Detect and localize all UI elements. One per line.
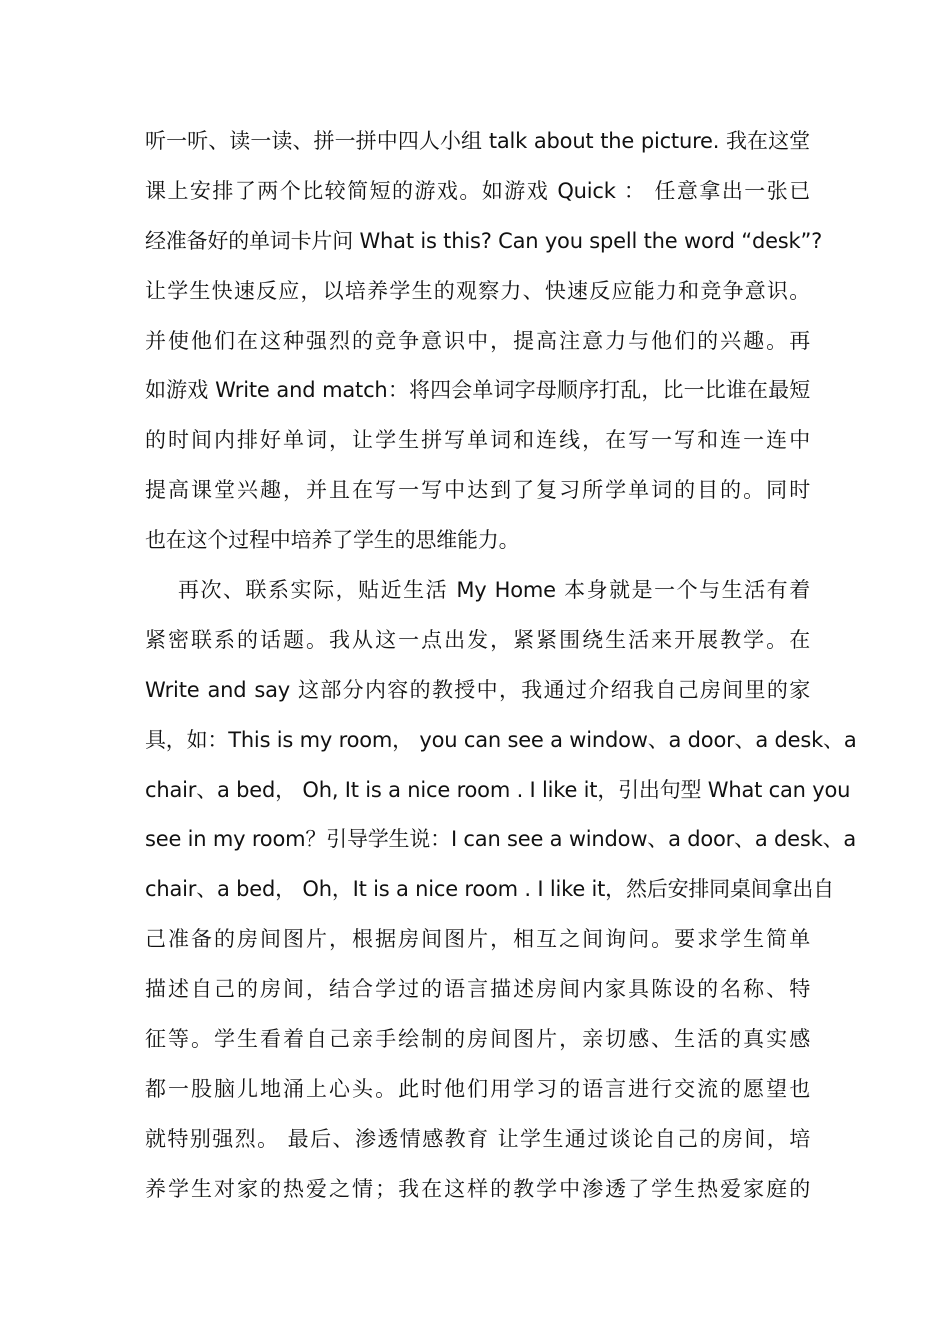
text-line [145,721,857,771]
paragraph-2-line-13: 养学生对家的热爱之情；我在这样的教学中渗透了学生热爱家庭的 [145,1176,810,1201]
text-line [145,122,810,172]
text-line [145,471,810,521]
paragraph-1-line-3: 经准备好的单词卡片问 What is this? Can you spell the word “desk”? [145,228,823,253]
paragraph-2-line-6: see in my room？引导学生说：I can see a window、a door、a desk、a [145,827,857,852]
text-line [145,222,823,272]
text-line [145,322,810,372]
text-line [145,521,810,571]
body-text [145,122,857,1220]
paragraph-2-line-9: 描述自己的房间，结合学过的语言描述房间内家具陈设的名称、特 [145,977,810,1002]
text-line [145,970,810,1020]
paragraph-2-line-4: 具，如：This is my room， you can see a window、a door、a desk、a [145,727,857,752]
text-line [145,1020,810,1070]
text-line [145,421,810,471]
paragraph-2-line-8: 己准备的房间图片，根据房间图片，相互之间询问。要求学生简单 [145,927,810,952]
text-line [145,820,857,870]
paragraph-2-line-7: chair、a bed， Oh，It is a nice room . I like it，然后安排同桌间拿出自 [145,877,834,902]
text-line [145,771,851,821]
paragraph-2-line-12: 就特别强烈。 最后、渗透情感教育 让学生通过谈论自己的房间，培 [145,1126,810,1151]
paragraph-1-line-5: 并使他们在这种强烈的竞争意识中，提高注意力与他们的兴趣。再 [145,328,810,353]
paragraph-1-line-7: 的时间内排好单词，让学生拼写单词和连线，在写一写和连一连中 [145,428,810,453]
text-line [145,272,810,322]
paragraph-1-line-2: 课上安排了两个比较简短的游戏。如游戏 Quick ： 任意拿出一张已 [145,178,810,203]
paragraph-1-line-8: 提高课堂兴趣，并且在写一写中达到了复习所学单词的目的。同时 [145,478,810,503]
paragraph-2-line-10: 征等。学生看着自己亲手绘制的房间图片，亲切感、生活的真实感 [145,1027,810,1052]
paragraph-2-line-3: Write and say 这部分内容的教授中，我通过介绍我自己房间里的家 [145,677,810,702]
paragraph-2-line-11: 都一股脑儿地涌上心头。此时他们用学习的语言进行交流的愿望也 [145,1076,810,1101]
paragraph-1-line-6: 如游戏 Write and match：将四会单词字母顺序打乱，比一比谁在最短 [145,378,810,403]
text-line [145,870,834,920]
text-line [145,920,810,970]
text-line [145,571,810,621]
paragraph-2-line-5: chair、a bed， Oh, It is a nice room . I like it，引出句型 What can you [145,777,851,802]
text-line [145,1170,810,1220]
paragraph-2-line-2: 紧密联系的话题。我从这一点出发，紧紧围绕生活来开展教学。在 [145,627,810,652]
paragraph-1-line-9: 也在这个过程中培养了学生的思维能力。 [145,528,520,553]
text-line [145,172,810,222]
text-line [145,1120,810,1170]
text-line [145,371,810,421]
text-line [145,671,810,721]
paragraph-1-line-1: 听一听、读一读、拼一拼中四人小组 talk about the picture. 我在这堂 [145,129,810,153]
text-line [145,621,810,671]
text-line [145,1070,810,1120]
paragraph-1-line-4: 让学生快速反应，以培养学生的观察力、快速反应能力和竞争意识。 [145,278,810,303]
paragraph-2-line-1: 再次、联系实际，贴近生活 My Home 本身就是一个与生活有着 [178,578,810,603]
